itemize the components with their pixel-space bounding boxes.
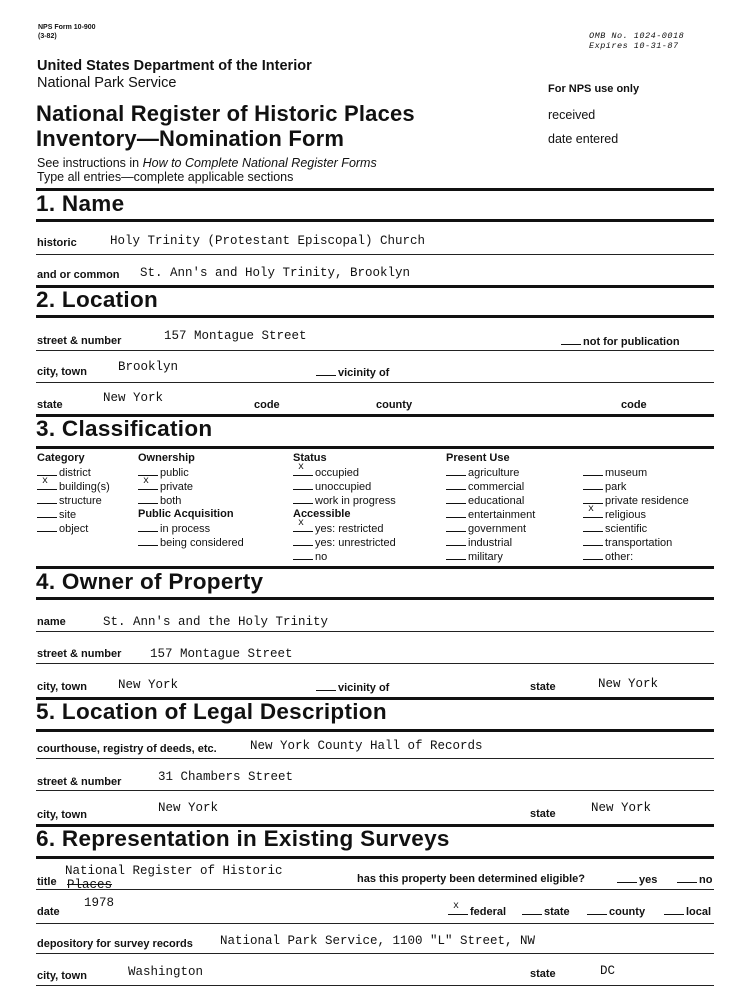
divider: [36, 315, 714, 318]
legal-state-label: state: [530, 808, 556, 820]
survey-date-field[interactable]: 1978: [84, 896, 115, 910]
divider: [36, 663, 714, 664]
section-5-heading: 5. Location of Legal Description: [36, 699, 387, 724]
omb-number: OMB No. 1024-0018: [589, 31, 685, 41]
divider: [36, 597, 714, 600]
owner-state-field[interactable]: New York: [598, 677, 659, 691]
status-header: Status: [293, 452, 327, 464]
divider: [36, 219, 714, 222]
survey-county[interactable]: county: [587, 905, 645, 918]
legal-street-label: street & number: [37, 776, 122, 788]
use-entertainment[interactable]: entertainment: [446, 508, 535, 521]
divider: [36, 631, 714, 632]
county-code-label: code: [621, 399, 647, 411]
owner-state-label: state: [530, 681, 556, 693]
category-header: Category: [37, 452, 85, 464]
eligible-question: has this property been determined eligible?: [357, 873, 585, 885]
survey-title-field[interactable]: National Register of Historic: [65, 864, 283, 878]
category-district[interactable]: district: [37, 466, 91, 479]
section-2-heading: 2. Location: [36, 287, 159, 312]
use-industrial[interactable]: industrial: [446, 536, 512, 549]
divider: [36, 953, 714, 954]
courthouse-label: courthouse, registry of deeds, etc.: [37, 743, 217, 755]
survey-date-label: date: [37, 906, 60, 918]
divider: [36, 188, 714, 191]
use-transportation[interactable]: transportation: [583, 536, 672, 549]
state-field[interactable]: New York: [103, 391, 164, 405]
divider: [36, 446, 714, 449]
category-site[interactable]: site: [37, 508, 76, 521]
use-military[interactable]: military: [446, 550, 503, 563]
category-buildings[interactable]: x building(s): [37, 480, 110, 493]
survey-title-field-line2[interactable]: Places: [67, 878, 113, 892]
omb-expires: Expires 10-31-87: [589, 41, 679, 51]
use-scientific[interactable]: scientific: [583, 522, 647, 535]
category-object[interactable]: object: [37, 522, 88, 535]
depository-state-field[interactable]: DC: [600, 964, 616, 978]
status-work-in-progress[interactable]: work in progress: [293, 494, 396, 507]
eligible-yes[interactable]: yes: [617, 873, 657, 886]
owner-name-label: name: [37, 616, 66, 628]
nps-date-entered: date entered: [548, 132, 619, 146]
instructions-entries: Type all entries—complete applicable sections: [37, 170, 294, 184]
divider: [36, 350, 714, 351]
use-commercial[interactable]: commercial: [446, 480, 524, 493]
common-name-field[interactable]: St. Ann's and Holy Trinity, Brooklyn: [140, 266, 411, 280]
legal-state-field[interactable]: New York: [591, 801, 652, 815]
owner-name-field[interactable]: St. Ann's and the Holy Trinity: [103, 615, 329, 629]
nps-use-only: For NPS use only: [548, 83, 640, 95]
section-6-heading: 6. Representation in Existing Surveys: [36, 826, 450, 851]
divider: [36, 790, 714, 791]
form-number: NPS Form 10-900: [38, 24, 96, 31]
depository-label: depository for survey records: [37, 938, 193, 950]
survey-federal[interactable]: x federal: [448, 905, 506, 918]
depository-field[interactable]: National Park Service, 1100 "L" Street, NW: [220, 934, 536, 948]
form-revision: (3-82): [38, 33, 57, 40]
use-museum[interactable]: museum: [583, 466, 647, 479]
common-name-label: and or common: [37, 269, 120, 281]
legal-city-label: city, town: [37, 809, 87, 821]
divider: [36, 729, 714, 732]
owner-street-field[interactable]: 157 Montague Street: [150, 647, 293, 661]
ownership-public[interactable]: public: [138, 466, 189, 479]
divider: [36, 758, 714, 759]
divider: [36, 889, 714, 890]
street-number-label: street & number: [37, 335, 122, 347]
form-title: National Register of Historic Places: [36, 101, 415, 126]
divider: [36, 856, 714, 859]
department-name: United States Department of the Interior: [37, 58, 312, 74]
legal-city-field[interactable]: New York: [158, 801, 219, 815]
depository-city-field[interactable]: Washington: [128, 965, 204, 979]
survey-title-label: title: [37, 876, 57, 888]
street-number-field[interactable]: 157 Montague Street: [164, 329, 307, 343]
acquisition-in-process[interactable]: in process: [138, 522, 210, 535]
owner-vicinity-of[interactable]: vicinity of: [316, 681, 389, 694]
eligible-no[interactable]: no: [677, 873, 712, 886]
survey-state[interactable]: state: [522, 905, 570, 918]
agency-name: National Park Service: [37, 75, 177, 91]
divider: [36, 382, 714, 383]
not-for-publication[interactable]: not for publication: [561, 335, 680, 348]
instructions: See instructions in How to Complete National Register Forms: [37, 156, 377, 170]
accessible-no[interactable]: no: [293, 550, 327, 563]
use-agriculture[interactable]: agriculture: [446, 466, 519, 479]
owner-city-field[interactable]: New York: [118, 678, 179, 692]
section-3-heading: 3. Classification: [36, 416, 213, 441]
ownership-both[interactable]: both: [138, 494, 181, 507]
owner-street-label: street & number: [37, 648, 122, 660]
owner-city-label: city, town: [37, 681, 87, 693]
accessible-header: Accessible: [293, 508, 351, 520]
acquisition-being-considered[interactable]: being considered: [138, 536, 244, 549]
legal-street-field[interactable]: 31 Chambers Street: [158, 770, 294, 784]
ownership-private[interactable]: x private: [138, 480, 193, 493]
form-subtitle: Inventory—Nomination Form: [36, 126, 345, 151]
divider: [36, 923, 714, 924]
state-code-label: code: [254, 399, 280, 411]
courthouse-field[interactable]: New York County Hall of Records: [250, 739, 483, 753]
public-acquisition-header: Public Acquisition: [138, 508, 234, 520]
city-town-field[interactable]: Brooklyn: [118, 360, 179, 374]
historic-label: historic: [37, 237, 77, 249]
depository-city-label: city, town: [37, 970, 87, 982]
status-occupied[interactable]: x occupied: [293, 466, 359, 479]
city-town-label: city, town: [37, 366, 87, 378]
use-park[interactable]: park: [583, 480, 626, 493]
divider: [36, 254, 714, 255]
nps-received: received: [548, 108, 596, 122]
section-1-heading: 1. Name: [36, 191, 125, 216]
accessible-yes-unrestricted[interactable]: yes: unrestricted: [293, 536, 396, 549]
ownership-header: Ownership: [138, 452, 195, 464]
use-educational[interactable]: educational: [446, 494, 524, 507]
use-government[interactable]: government: [446, 522, 526, 535]
section-4-heading: 4. Owner of Property: [36, 569, 264, 594]
historic-name-field[interactable]: Holy Trinity (Protestant Episcopal) Church: [110, 234, 426, 248]
use-private-residence[interactable]: private residence: [583, 494, 689, 507]
vicinity-of[interactable]: vicinity of: [316, 366, 389, 379]
depository-state-label: state: [530, 968, 556, 980]
status-unoccupied[interactable]: unoccupied: [293, 480, 371, 493]
accessible-yes-restricted[interactable]: x yes: restricted: [293, 522, 383, 535]
state-label: state: [37, 399, 63, 411]
county-label: county: [376, 399, 413, 411]
survey-local[interactable]: local: [664, 905, 711, 918]
use-religious[interactable]: x religious: [583, 508, 646, 521]
use-other[interactable]: other:: [583, 550, 633, 563]
present-use-header: Present Use: [446, 452, 510, 464]
category-structure[interactable]: structure: [37, 494, 102, 507]
divider: [36, 985, 714, 986]
